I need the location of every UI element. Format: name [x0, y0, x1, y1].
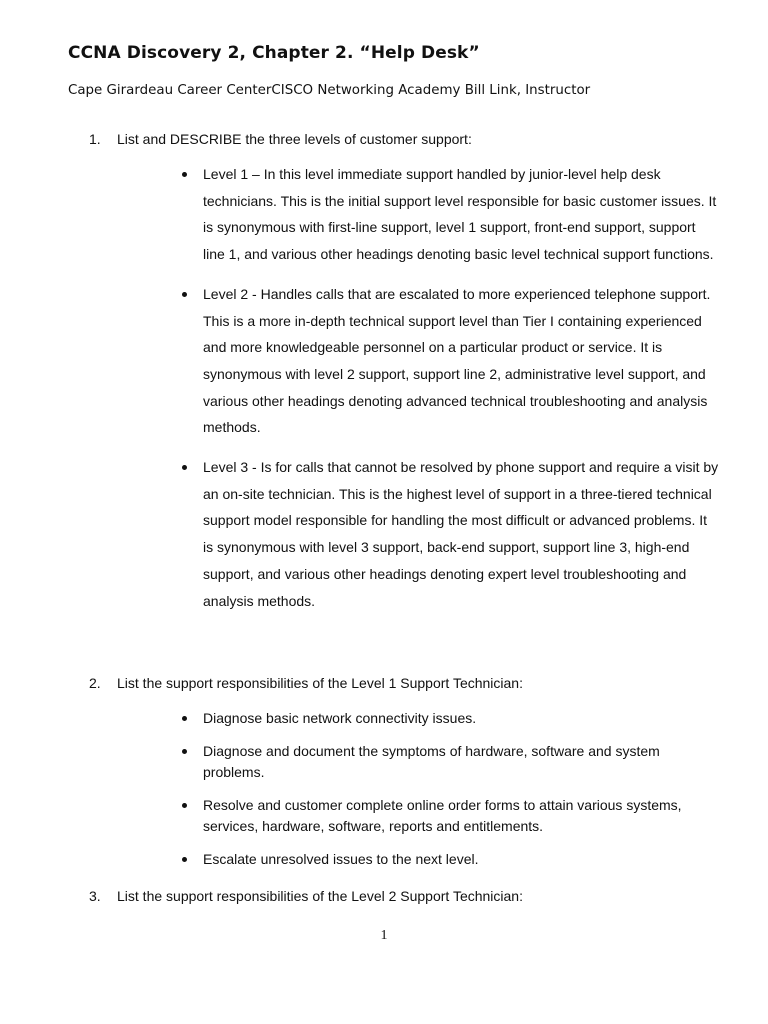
- list-item: Escalate unresolved issues to the next level.: [179, 849, 699, 870]
- question-2: [89, 675, 523, 691]
- academy-name: CISCO Networking Academy: [271, 83, 461, 98]
- list-item: Level 2 - Handles calls that are escalated to more experienced telephone support. This is a more in-depth technical support level than Tier I containing experienced and more knowledgeable personnel on a particular product or service. It is synonymous with level 2 support, support line 2, administrative level support, and various other headings denoting advanced technical troubleshooting and analysis methods.: [179, 281, 719, 441]
- list-item: Level 3 - Is for calls that cannot be resolved by phone support and require a visit by an on-site technician. This is the highest level of support in a three-tiered technical support model responsible for handling the most difficult or advanced problems. It is synonymous with level 3 support, back-end support, support line 3, high-end support, and various other headings denoting expert level troubleshooting and analysis methods.: [179, 454, 719, 614]
- question-text: List and DESCRIBE the three levels of customer support:: [117, 131, 472, 147]
- list-item: Diagnose basic network connectivity issues.: [179, 708, 699, 729]
- school-name: Cape Girardeau Career Center: [68, 83, 272, 98]
- question-number: 3.: [89, 888, 101, 904]
- question-number: 1.: [89, 131, 101, 147]
- question-text: List the support responsibilities of the Level 1 Support Technician:: [117, 675, 523, 691]
- instructor-name: Bill Link, Instructor: [464, 83, 591, 98]
- document-title: CCNA Discovery 2, Chapter 2. “Help Desk”: [68, 43, 480, 63]
- list-item: Level 1 – In this level immediate support handled by junior-level help desk technicians. This is the initial support level responsible for basic customer issues. It is synonymous with first-line support, level 1 support, front-end support, support line 1, and various other headings denoting basic level technical support functions.: [179, 161, 719, 268]
- answer-list-1: [179, 161, 719, 627]
- document-subtitle: [68, 83, 590, 98]
- page-number: 1: [380, 928, 388, 943]
- question-1: [89, 131, 472, 147]
- list-item: Resolve and customer complete online order forms to attain various systems, services, hardware, software, reports and entitlements.: [179, 795, 699, 837]
- question-number: 2.: [89, 675, 101, 691]
- answer-list-2: [179, 708, 699, 882]
- question-text: List the support responsibilities of the Level 2 Support Technician:: [117, 888, 523, 904]
- question-3: [89, 888, 523, 904]
- list-item: Diagnose and document the symptoms of hardware, software and system problems.: [179, 741, 699, 783]
